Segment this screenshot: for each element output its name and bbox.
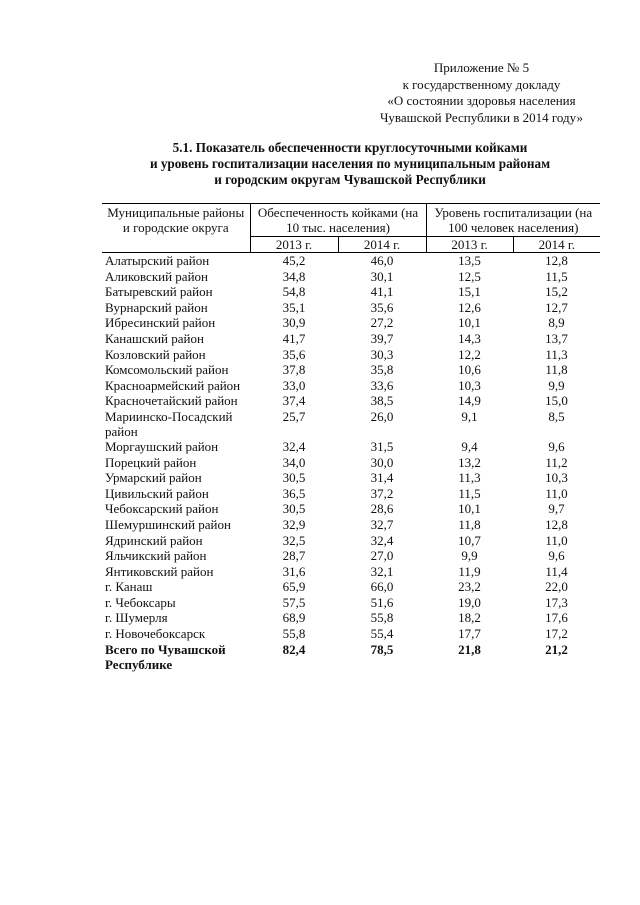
hosp-2014-cell: 11,5	[545, 268, 568, 284]
hosp-2013-cell: 21,8	[458, 641, 481, 657]
table-row	[102, 269, 600, 285]
table-row	[102, 331, 600, 347]
column-header-hosp-2013: 2013 г.	[426, 237, 513, 253]
region-name-cell: Моргаушский район	[105, 438, 219, 454]
beds-2013-cell: 35,1	[282, 299, 306, 315]
hosp-2014-cell: 17,6	[545, 610, 568, 626]
table-row	[102, 253, 600, 269]
region-name-cell: Яльчикский район	[105, 548, 207, 564]
beds-2014-cell: 32,1	[370, 563, 394, 579]
beds-2013-cell: 37,8	[282, 362, 306, 378]
hosp-2013-cell: 11,8	[458, 516, 481, 532]
hosp-2013-cell: 12,6	[458, 299, 481, 315]
hosp-2014-cell: 22,0	[545, 579, 568, 595]
beds-2014-cell: 32,4	[370, 532, 394, 548]
beds-2014-cell: 41,1	[370, 284, 394, 300]
hosp-2014-cell: 17,2	[545, 626, 568, 642]
beds-2014-cell: 32,7	[370, 516, 394, 532]
hosp-2013-cell: 11,5	[458, 485, 481, 501]
hosp-2013-cell: 14,9	[458, 393, 481, 409]
beds-2013-cell: 57,5	[282, 594, 306, 610]
table-body	[102, 253, 600, 672]
statistics-table	[102, 203, 600, 672]
appendix-line-4: Чувашской Республики в 2014 году»	[379, 109, 583, 125]
beds-2013-cell: 54,8	[282, 284, 306, 300]
hosp-2013-cell: 14,3	[458, 330, 481, 346]
hosp-2014-cell: 9,7	[548, 501, 565, 517]
hosp-2013-cell: 9,1	[461, 408, 478, 424]
region-name-cell: г. Канаш	[105, 579, 153, 595]
hosp-2013-cell: 10,3	[458, 377, 481, 393]
table-row	[102, 533, 600, 549]
beds-2014-cell: 37,2	[370, 485, 394, 501]
beds-2014-cell: 33,6	[370, 377, 394, 393]
hosp-2014-cell: 11,0	[545, 485, 568, 501]
hosp-2013-cell: 10,1	[458, 315, 481, 331]
hosp-2013-cell: 9,4	[461, 438, 478, 454]
hosp-2014-cell: 8,5	[548, 408, 565, 424]
beds-2013-cell: 30,9	[282, 315, 306, 331]
beds-2013-cell: 32,9	[282, 516, 306, 532]
beds-2014-cell: 27,2	[370, 315, 394, 331]
beds-2013-cell: 32,4	[282, 438, 306, 454]
hosp-2014-cell: 12,8	[545, 516, 568, 532]
region-name-cell: Канашский район	[105, 330, 204, 346]
table-row	[102, 315, 600, 331]
column-header-beds-2014: 2014 г.	[338, 237, 426, 253]
hosp-2014-cell: 10,3	[545, 470, 568, 486]
region-name-cell: Ядринский район	[105, 532, 203, 548]
hosp-2014-cell: 15,0	[545, 393, 568, 409]
beds-2013-cell: 68,9	[282, 610, 306, 626]
hosp-2014-cell: 13,7	[545, 330, 568, 346]
total-row	[102, 642, 600, 672]
beds-2014-cell: 35,6	[370, 299, 394, 315]
beds-2014-cell: 30,3	[370, 346, 394, 362]
region-name-cell: Козловский район	[105, 346, 206, 362]
beds-2014-cell: 27,0	[370, 548, 394, 564]
region-name-cell: Всего по Чувашской Республике	[105, 641, 226, 672]
table-row	[102, 455, 600, 471]
hosp-2014-cell: 11,0	[545, 532, 568, 548]
beds-2014-cell: 38,5	[370, 393, 394, 409]
table-row	[102, 470, 600, 486]
beds-2013-cell: 36,5	[282, 485, 306, 501]
region-name-cell: Урмарский район	[105, 470, 202, 486]
beds-2014-cell: 39,7	[370, 330, 394, 346]
hosp-2013-cell: 13,2	[458, 454, 481, 470]
table-row	[102, 595, 600, 611]
hosp-2013-cell: 11,3	[458, 470, 481, 486]
table-row	[102, 486, 600, 502]
hosp-2014-cell: 12,8	[545, 253, 568, 268]
beds-2013-cell: 34,0	[282, 454, 306, 470]
hosp-2014-cell: 21,2	[545, 641, 568, 657]
hosp-2014-cell: 15,2	[545, 284, 568, 300]
beds-2013-cell: 45,2	[282, 253, 306, 268]
table-row	[102, 362, 600, 378]
appendix-line-3: «О состоянии здоровья населения	[387, 93, 576, 108]
region-name-cell: г. Новочебоксарск	[105, 626, 206, 642]
hosp-2014-cell: 11,8	[545, 362, 568, 378]
beds-2013-cell: 33,0	[282, 377, 306, 393]
hosp-2013-cell: 19,0	[458, 594, 481, 610]
beds-2014-cell: 55,8	[370, 610, 394, 626]
region-name-cell: Вурнарский район	[105, 299, 208, 315]
beds-2014-cell: 51,6	[370, 594, 394, 610]
beds-2014-cell: 35,8	[370, 362, 394, 378]
table-row	[102, 378, 600, 394]
table-row	[102, 610, 600, 626]
hosp-2013-cell: 10,6	[458, 362, 481, 378]
hosp-2014-cell: 12,7	[545, 299, 568, 315]
beds-2013-cell: 34,8	[282, 268, 306, 284]
hosp-2013-cell: 15,1	[458, 284, 481, 300]
column-header-region: Муниципальные районы и городские округа	[102, 204, 250, 253]
beds-2014-cell: 31,5	[370, 438, 394, 454]
region-name-cell: г. Шумерля	[105, 610, 168, 626]
table-row	[102, 347, 600, 363]
region-name-cell: Алатырский район	[105, 253, 210, 268]
beds-2014-cell: 30,0	[370, 454, 394, 470]
region-name-cell: Ибресинский район	[105, 315, 216, 331]
beds-2013-cell: 32,5	[282, 532, 306, 548]
beds-2013-cell: 35,6	[282, 346, 306, 362]
beds-2014-cell: 26,0	[370, 408, 394, 424]
region-name-cell: Аликовский район	[105, 268, 208, 284]
region-name-cell: Янтиковский район	[105, 563, 214, 579]
table-row	[102, 579, 600, 595]
hosp-2014-cell: 11,4	[545, 563, 568, 579]
hosp-2014-cell: 11,2	[545, 454, 568, 470]
hosp-2014-cell: 8,9	[548, 315, 565, 331]
hosp-2013-cell: 18,2	[458, 610, 481, 626]
beds-2014-cell: 66,0	[370, 579, 394, 595]
beds-2013-cell: 30,5	[282, 501, 306, 517]
hosp-2014-cell: 9,6	[548, 548, 565, 564]
beds-2013-cell: 55,8	[282, 626, 306, 642]
table-row	[102, 517, 600, 533]
beds-2014-cell: 31,4	[370, 470, 394, 486]
hosp-2013-cell: 10,1	[458, 501, 481, 517]
table-title	[100, 140, 600, 188]
column-header-hosp-2014: 2014 г.	[513, 237, 600, 253]
title-line-2: и уровень госпитализации населения по муниципальным районам	[149, 156, 551, 171]
table-row	[102, 300, 600, 316]
beds-2014-cell: 30,1	[370, 268, 394, 284]
hosp-2013-cell: 13,5	[458, 253, 481, 268]
column-header-beds-2013: 2013 г.	[250, 237, 338, 253]
table-row	[102, 284, 600, 300]
beds-2014-cell: 46,0	[370, 253, 394, 268]
table-row	[102, 393, 600, 409]
hosp-2013-cell: 17,7	[458, 626, 481, 642]
region-name-cell: Порецкий район	[105, 454, 197, 470]
beds-2013-cell: 41,7	[282, 330, 306, 346]
appendix-line-2: к государственному докладу	[402, 76, 561, 92]
beds-2014-cell: 55,4	[370, 626, 394, 642]
hosp-2014-cell: 17,3	[545, 594, 568, 610]
region-name-cell: Батыревский район	[105, 284, 213, 300]
hosp-2013-cell: 12,2	[458, 346, 481, 362]
beds-2013-cell: 37,4	[282, 393, 306, 409]
title-line-1: 5.1. Показатель обеспеченности круглосуточными койками	[172, 140, 528, 155]
title-line-3: и городским округам Чувашской Республики	[214, 172, 486, 187]
beds-2013-cell: 25,7	[282, 408, 306, 424]
hosp-2014-cell: 11,3	[545, 346, 568, 362]
hosp-2013-cell: 23,2	[458, 579, 481, 595]
hosp-2013-cell: 10,7	[458, 532, 481, 548]
appendix-line-1: Приложение № 5	[433, 60, 530, 75]
table-row	[102, 626, 600, 642]
region-name-cell: Красночетайский район	[105, 393, 238, 409]
region-name-cell: Мариинско-Посадский район	[105, 408, 233, 439]
region-name-cell: г. Чебоксары	[105, 594, 176, 610]
hosp-2014-cell: 9,6	[548, 438, 565, 454]
beds-2013-cell: 28,7	[282, 548, 306, 564]
region-name-cell: Шемуршинский район	[105, 516, 231, 532]
beds-2013-cell: 65,9	[282, 579, 306, 595]
table-row	[102, 439, 600, 455]
hosp-2013-cell: 12,5	[458, 268, 481, 284]
column-header-hospitalization: Уровень госпитализации (на 100 человек населения)	[426, 204, 600, 237]
region-name-cell: Чебоксарский район	[105, 501, 219, 517]
region-name-cell: Красноармейский район	[105, 377, 241, 393]
beds-2013-cell: 30,5	[282, 470, 306, 486]
table-row	[102, 501, 600, 517]
table-row	[102, 409, 600, 439]
hosp-2013-cell: 11,9	[458, 563, 481, 579]
beds-2013-cell: 31,6	[282, 563, 306, 579]
region-name-cell: Цивильский район	[105, 485, 209, 501]
appendix-header	[380, 60, 583, 126]
beds-2014-cell: 78,5	[370, 641, 394, 657]
table-row	[102, 548, 600, 564]
table-row	[102, 564, 600, 580]
region-name-cell: Комсомольский район	[105, 362, 229, 378]
column-header-beds: Обеспеченность койками (на 10 тыс. населения)	[250, 204, 426, 237]
hosp-2013-cell: 9,9	[461, 548, 478, 564]
hosp-2014-cell: 9,9	[548, 377, 565, 393]
beds-2014-cell: 28,6	[370, 501, 394, 517]
beds-2013-cell: 82,4	[282, 641, 306, 657]
